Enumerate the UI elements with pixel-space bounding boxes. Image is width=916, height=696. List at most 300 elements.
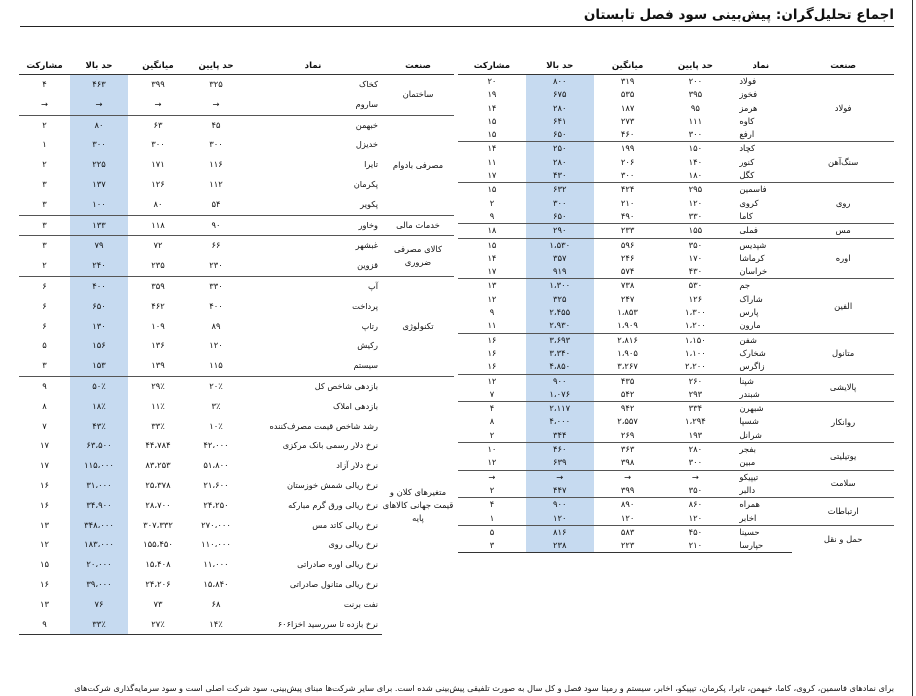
high-cell: ۴۶۳ xyxy=(70,75,128,95)
symbol-cell: آپ xyxy=(244,276,382,296)
avg-cell: ۳۰۰ xyxy=(620,170,635,181)
avg-cell: ۱۷۱ xyxy=(151,159,165,170)
avg-cell: ۲،۵۵۷ xyxy=(617,416,638,427)
count-cell: → xyxy=(40,98,49,109)
avg-cell: ۲۴۷ xyxy=(620,293,635,304)
symbol-cell: نرخ ریالی ورق گرم مبارکه xyxy=(288,499,378,510)
low-cell: ۱۲۰ xyxy=(209,340,223,351)
low-cell: ۳۵۰ xyxy=(688,484,703,495)
table-row xyxy=(458,224,894,238)
header-industry: صنعت xyxy=(792,58,894,75)
high-cell: ۳۹،۰۰۰ xyxy=(70,575,128,595)
avg-cell: ۴۴،۷۸۴ xyxy=(145,440,171,451)
industry-cell: مس xyxy=(792,224,894,238)
symbol-cell: کاما xyxy=(739,210,753,221)
high-cell: ۱۵۳ xyxy=(70,356,128,376)
low-cell: ۳۰۰ xyxy=(688,457,703,468)
table-row xyxy=(458,183,894,197)
avg-cell: ۶۳ xyxy=(128,115,188,135)
header-count: مشارکت xyxy=(19,58,70,75)
high-cell: ۴،۸۵۰ xyxy=(526,360,594,374)
symbol-cell: نرخ ریالی کاتد مس xyxy=(312,519,378,530)
count-cell: ۱۶ xyxy=(40,499,49,510)
symbol-cell: شبندر xyxy=(739,388,760,399)
low-cell: ۳۰۰ xyxy=(688,129,703,140)
low-cell: ۴۵۰ xyxy=(662,525,730,539)
count-cell: ۱۸ xyxy=(458,224,526,238)
symbol-cell: همراه xyxy=(729,498,792,512)
high-cell: ۲،۴۵۵ xyxy=(526,306,594,319)
count-cell: ۲ xyxy=(42,159,47,170)
low-cell: ۳٪ xyxy=(211,400,221,411)
high-cell: ۳،۶۹۳ xyxy=(526,333,594,347)
high-cell: ۱۸۳،۰۰۰ xyxy=(70,535,128,555)
header-low: حد پایین xyxy=(662,58,730,75)
avg-cell: ۲۳۵ xyxy=(151,260,165,271)
count-cell: ۱۱ xyxy=(487,156,497,167)
low-cell: ۱۲۰ xyxy=(688,512,703,523)
count-cell: ۱۵ xyxy=(458,183,526,197)
high-cell: ۲۴۰ xyxy=(70,256,128,276)
avg-cell: ۱۹۹ xyxy=(594,142,662,156)
low-cell: ۱،۱۰۰ xyxy=(685,347,706,358)
symbol-cell: شفن xyxy=(729,333,792,347)
count-cell: ۱۷ xyxy=(40,460,49,471)
count-cell: ۱۲ xyxy=(40,539,49,550)
count-cell: ۶ xyxy=(42,320,47,331)
high-cell: ۴،۰۰۰ xyxy=(526,415,594,428)
high-cell: ۵۰٪ xyxy=(70,376,128,396)
count-cell: ۱ xyxy=(42,139,47,150)
avg-cell: ۵۳۵ xyxy=(620,89,635,100)
low-cell: ۲۱،۶۰۰ xyxy=(203,479,229,490)
header-industry: صنعت xyxy=(382,58,454,75)
high-cell: ۶۵۰ xyxy=(526,128,594,142)
high-cell: ۲۹۰ xyxy=(526,224,594,238)
avg-cell: ۳۹۸ xyxy=(620,457,635,468)
header-avg: میانگین xyxy=(128,58,188,75)
industry-cell: متانول xyxy=(792,333,894,374)
high-cell: ۱،۰۷۶ xyxy=(526,388,594,402)
low-cell: ۱۹۳ xyxy=(688,429,703,440)
count-cell: ۹ xyxy=(19,376,70,396)
count-cell: ۲ xyxy=(489,429,495,440)
count-cell: ۱۲ xyxy=(487,457,497,468)
low-cell: ۲۹۳ xyxy=(688,388,703,399)
count-cell: ۵ xyxy=(458,525,526,539)
high-cell: ۲۰،۰۰۰ xyxy=(70,555,128,575)
avg-cell: ۳۰۷،۳۳۲ xyxy=(143,519,173,530)
symbol-cell: زاگرس xyxy=(739,361,765,372)
avg-cell: ۱،۹۰۵ xyxy=(617,347,638,358)
low-cell: ۲۴،۲۵۰ xyxy=(203,499,229,510)
symbol-cell: تایرا xyxy=(364,159,378,170)
low-cell: ۵۴ xyxy=(211,198,221,209)
count-cell: ۱۶ xyxy=(487,347,497,358)
count-cell: ۱۳ xyxy=(458,279,526,293)
industry-cell: کالای مصرفی ضروری xyxy=(382,236,454,277)
avg-cell: ۲۷۳ xyxy=(620,115,635,126)
low-cell: ۱،۱۵۰ xyxy=(662,333,730,347)
avg-cell: ۲۹٪ xyxy=(128,376,188,396)
count-cell: ۷ xyxy=(489,388,495,399)
low-cell: ۲۳۰ xyxy=(209,260,223,271)
symbol-cell: شرانل xyxy=(739,429,762,440)
industry-cell: روی xyxy=(792,183,894,224)
symbol-cell: شپدیس xyxy=(729,238,792,252)
page-title: اجماع تحلیل‌گران: پیش‌بینی سود فصل تابستان xyxy=(20,4,894,27)
symbol-cell: نفت برنت xyxy=(343,598,378,609)
symbol-cell: حپارسا xyxy=(729,539,792,553)
count-cell: ۴ xyxy=(42,79,47,89)
count-cell: ۲۰ xyxy=(487,76,497,86)
industry-cell: مصرفی بادوام xyxy=(382,115,454,215)
symbol-cell: هرمز xyxy=(739,102,758,113)
high-cell: ۴۴۷ xyxy=(526,484,594,498)
avg-cell: ۹۴۲ xyxy=(594,402,662,416)
low-cell: ۱،۲۰۰ xyxy=(685,320,706,331)
symbol-cell: کاوه xyxy=(739,115,755,126)
high-cell: ۱،۵۳۰ xyxy=(526,238,594,252)
industry-cell: سلامت xyxy=(792,470,894,498)
high-cell: ۲۸۰ xyxy=(526,102,594,115)
high-cell: ۹۰۰ xyxy=(526,374,594,388)
high-cell: ۳۴۸،۰۰۰ xyxy=(70,516,128,536)
count-cell: ۳ xyxy=(42,198,47,209)
low-cell: ۸۶۰ xyxy=(662,498,730,512)
avg-cell: ۴۲۴ xyxy=(594,183,662,197)
high-cell: ۲۸۰ xyxy=(526,156,594,169)
low-cell: ۱،۳۰۰ xyxy=(685,307,706,318)
avg-cell: ۷۳ xyxy=(153,598,163,609)
table-row xyxy=(458,333,894,347)
high-cell: ۴۶۰ xyxy=(526,443,594,457)
symbol-cell: بازدهی املاک xyxy=(333,400,378,411)
low-cell: ۲۶۰ xyxy=(662,374,730,388)
forecast-table-right xyxy=(458,58,894,553)
low-cell: ۳۵۰ xyxy=(662,238,730,252)
header-low: حد پایین xyxy=(188,58,244,75)
symbol-cell: نرخ ریالی شمش خوزستان xyxy=(286,479,378,490)
symbol-cell: فولاد xyxy=(739,76,757,86)
symbol-cell: دالبر xyxy=(739,484,756,495)
symbol-cell: فخوز xyxy=(739,89,758,100)
avg-cell: ۱۵،۴۰۸ xyxy=(145,559,171,570)
count-cell: ۱۳ xyxy=(40,598,49,609)
count-cell: ۱ xyxy=(489,512,495,523)
low-cell: ۱۷۰ xyxy=(688,252,703,263)
low-cell: ۱۰٪ xyxy=(209,420,223,431)
count-cell: ۱۶ xyxy=(487,361,497,372)
high-cell: ۳۴۴ xyxy=(526,429,594,443)
avg-cell: ۳۰۰ xyxy=(151,139,165,150)
avg-cell: ۴۶۰ xyxy=(620,129,635,140)
count-cell: ۱۵ xyxy=(40,559,49,570)
low-cell: ۳۳۰ xyxy=(688,210,703,221)
avg-cell: ۱۱٪ xyxy=(151,400,165,411)
table-row xyxy=(19,215,454,236)
low-cell: ۱۸۰ xyxy=(688,170,703,181)
count-cell: ۱۳ xyxy=(40,519,49,530)
symbol-cell: وخاور xyxy=(244,215,382,236)
header-high: حد بالا xyxy=(70,58,128,75)
left-table-panel xyxy=(19,58,454,635)
avg-cell: ۱۳۶ xyxy=(151,340,165,351)
table-row xyxy=(458,279,894,293)
table-row xyxy=(19,376,454,396)
table-header-row xyxy=(458,58,894,75)
avg-cell: ۸۹۰ xyxy=(594,498,662,512)
high-cell: ۳۲۵ xyxy=(526,293,594,306)
symbol-cell: شاراک xyxy=(739,293,763,304)
low-cell: → xyxy=(662,470,730,484)
symbol-cell: قزوین xyxy=(357,260,378,271)
count-cell: ۱۴ xyxy=(487,252,497,263)
header-high: حد بالا xyxy=(526,58,594,75)
count-cell: ۲ xyxy=(42,260,47,271)
avg-cell: → xyxy=(594,470,662,484)
count-cell: ۶ xyxy=(19,276,70,296)
symbol-cell: شسپا xyxy=(739,416,759,427)
symbol-cell: نرخ دلار رسمی بانک مرکزی xyxy=(282,440,378,451)
industry-cell: فولاد xyxy=(834,102,852,113)
symbol-cell: پکرمان xyxy=(353,178,378,189)
symbol-cell: پرداخت xyxy=(352,300,378,311)
high-cell: ۲،۱۱۷ xyxy=(526,402,594,416)
low-cell: ۳۳۰ xyxy=(188,276,244,296)
count-cell: ۶ xyxy=(42,300,47,311)
low-cell: ۲۷۰،۰۰۰ xyxy=(201,519,231,530)
avg-cell: ۲۸،۷۰۰ xyxy=(145,499,171,510)
symbol-cell: نرخ ریالی متانول صادراتی xyxy=(289,578,378,589)
forecast-table-left xyxy=(19,58,454,635)
table-row xyxy=(458,75,894,89)
low-cell: ۹۰ xyxy=(188,215,244,236)
symbol-cell: مارون xyxy=(739,320,761,331)
avg-cell: ۱۱۸ xyxy=(128,215,188,236)
avg-cell: ۲۴۶ xyxy=(620,252,635,263)
high-cell: ۳۰۰ xyxy=(70,135,128,155)
header-symbol: نماد xyxy=(244,58,382,75)
count-cell: ۲ xyxy=(489,484,495,495)
count-cell: ۱۱ xyxy=(487,320,497,331)
symbol-cell: کرماشا xyxy=(739,252,765,263)
footnote: برای نمادهای فاسمین، کروی، کاما، خبهمن، تایرا، پکرمان، تیپیکو، اخابر، سیستم و رمپنا سود فصل و کل سال به صورت تلفیقی پیش‌بینی شده است. برای سایر شرکت‌ها مبنای پیش‌بینی، سود شرکت اصلی است و سود سرمایه‌گذاری شرکت‌های xyxy=(74,683,894,693)
low-cell: ۱۱۰،۰۰۰ xyxy=(201,539,231,550)
low-cell: ۴۲،۰۰۰ xyxy=(203,440,229,451)
count-cell: ۱۵ xyxy=(487,115,497,126)
high-cell: ۲۲۵ xyxy=(70,155,128,175)
avg-cell: ۳۱۹ xyxy=(620,76,635,86)
low-cell: ۱۵۰ xyxy=(662,142,730,156)
count-cell: ۳ xyxy=(42,360,47,371)
avg-cell: ۱۲۶ xyxy=(151,178,165,189)
symbol-cell: کچاد xyxy=(729,142,792,156)
industry-cell: حمل و نقل xyxy=(792,525,894,553)
count-cell: ۹ xyxy=(489,307,495,318)
count-cell: ۴ xyxy=(458,498,526,512)
high-cell: ۳۰۰ xyxy=(526,197,594,210)
symbol-cell: شخارک xyxy=(739,347,766,358)
avg-cell: ۸۰ xyxy=(153,198,163,209)
avg-cell: ۱۰۹ xyxy=(151,320,165,331)
count-cell: ۲ xyxy=(19,115,70,135)
low-cell: ۵۳۰ xyxy=(662,279,730,293)
low-cell: ۱۲۰ xyxy=(688,197,703,208)
high-cell: ۲،۹۳۰ xyxy=(526,319,594,333)
count-cell: ۹ xyxy=(19,615,70,635)
low-cell: ۲۰۰ xyxy=(688,76,703,86)
industry-cell: ارتباطات xyxy=(792,498,894,526)
count-cell: ۸ xyxy=(489,416,495,427)
count-cell: ۱۲ xyxy=(487,293,497,304)
count-cell: ۱۵ xyxy=(458,238,526,252)
symbol-cell: کگل xyxy=(739,170,755,181)
low-cell: ۱۴٪ xyxy=(188,615,244,635)
avg-cell: ۱۳۹ xyxy=(151,360,165,371)
avg-cell: ۵۸۳ xyxy=(594,525,662,539)
symbol-cell: ساروم xyxy=(355,98,378,109)
low-cell: ۳۰۰ xyxy=(209,139,223,150)
avg-cell: ۲۱۰ xyxy=(620,197,635,208)
high-cell: ۷۹ xyxy=(70,236,128,256)
high-cell: ۶۳۲ xyxy=(526,183,594,197)
low-cell: ۶۶ xyxy=(188,236,244,256)
high-cell: ۱۸٪ xyxy=(70,397,128,417)
symbol-cell: رشد شاخص قیمت مصرف‌کننده xyxy=(269,420,378,431)
page-edge-line xyxy=(912,0,913,696)
high-cell: ۳۵۷ xyxy=(526,252,594,265)
table-row xyxy=(458,238,894,252)
count-cell: ۳ xyxy=(42,178,47,189)
count-cell: ۱۰ xyxy=(458,443,526,457)
avg-cell: ۲۳۳ xyxy=(594,224,662,238)
table-row xyxy=(19,115,454,135)
symbol-cell: نرخ دلار آزاد xyxy=(336,460,378,471)
avg-cell: ۱۸۷ xyxy=(620,102,635,113)
low-cell: ۱۱،۰۰۰ xyxy=(203,559,229,570)
high-cell: → xyxy=(526,470,594,484)
low-cell: ۴۳۰ xyxy=(688,266,703,277)
high-cell: ۴۰۰ xyxy=(70,276,128,296)
symbol-cell: فاسمین xyxy=(729,183,792,197)
table-row xyxy=(458,525,894,539)
avg-cell: ۲۲۳ xyxy=(594,539,662,553)
low-cell: ۵۱،۸۰۰ xyxy=(203,460,229,471)
count-cell: ۲ xyxy=(489,197,495,208)
count-cell: ۱۶ xyxy=(40,578,49,589)
symbol-cell: خدیزل xyxy=(355,139,378,150)
symbol-cell: شپنا xyxy=(729,374,792,388)
low-cell: ۲۹۵ xyxy=(662,183,730,197)
avg-cell: ۱۲۰ xyxy=(620,512,635,523)
table-row xyxy=(458,470,894,484)
low-cell: ۴۰۰ xyxy=(209,300,223,311)
high-cell: ۹۰۰ xyxy=(526,498,594,512)
low-cell: ۲۱۰ xyxy=(662,539,730,553)
low-cell: ۱۱۱ xyxy=(688,115,703,126)
symbol-cell: فملی xyxy=(729,224,792,238)
high-cell: ۱۳۳ xyxy=(70,215,128,236)
high-cell: ۱۱۵،۰۰۰ xyxy=(70,456,128,476)
high-cell: → xyxy=(70,95,128,115)
high-cell: ۱۰۰ xyxy=(70,195,128,215)
symbol-cell: رکیش xyxy=(357,340,378,351)
avg-cell: ۳۹۹ xyxy=(151,79,165,89)
low-cell: ۳۹۵ xyxy=(688,89,703,100)
symbol-cell: نرخ ریالی اوره صادراتی xyxy=(297,559,378,570)
count-cell: ۱۵ xyxy=(487,129,497,140)
low-cell: ۱۵،۸۴۰ xyxy=(203,578,229,589)
count-cell: ۱۶ xyxy=(40,479,49,490)
symbol-cell: کروی xyxy=(739,197,759,208)
low-cell: ۱۲۶ xyxy=(688,293,703,304)
high-cell: ۲۵۰ xyxy=(526,142,594,156)
low-cell: ۱،۲۹۴ xyxy=(685,416,706,427)
count-cell: ۴ xyxy=(458,402,526,416)
high-cell: ۶۴۱ xyxy=(526,115,594,128)
count-cell: ۳ xyxy=(458,539,526,553)
industry-cell: پالایشی xyxy=(792,374,894,402)
count-cell: ۸ xyxy=(42,400,47,411)
high-cell: ۶۵۰ xyxy=(70,297,128,317)
low-cell: ۲۸۰ xyxy=(662,443,730,457)
low-cell: ۱۱۲ xyxy=(209,178,223,189)
high-cell: ۴۳۰ xyxy=(526,169,594,183)
count-cell: ۱۷ xyxy=(40,440,49,451)
avg-cell: ۵۹۶ xyxy=(594,238,662,252)
high-cell: ۲۳۸ xyxy=(526,539,594,553)
header-symbol: نماد xyxy=(729,58,792,75)
low-cell: → xyxy=(212,98,220,109)
avg-cell: ۴۳۵ xyxy=(594,374,662,388)
table-row xyxy=(458,374,894,388)
low-cell: ۸۹ xyxy=(211,320,221,331)
high-cell: ۴۳٪ xyxy=(70,417,128,437)
symbol-cell: بفجر xyxy=(729,443,792,457)
symbol-cell: مبین xyxy=(739,457,756,468)
avg-cell: ۲،۸۱۶ xyxy=(594,333,662,347)
low-cell: ۱۵۵ xyxy=(662,224,730,238)
symbol-cell: جم xyxy=(729,279,792,293)
low-cell: ۶۸ xyxy=(211,598,221,609)
symbol-cell: نرخ ریالی روی xyxy=(328,539,378,550)
avg-cell: ۴۹۰ xyxy=(620,210,635,221)
count-cell: ۵ xyxy=(42,340,47,351)
avg-cell: ۳۳٪ xyxy=(151,420,165,431)
high-cell: ۱۳۷ xyxy=(70,175,128,195)
table-row xyxy=(19,236,454,256)
high-cell: ۱۲۰ xyxy=(526,512,594,526)
count-cell: ۳ xyxy=(19,236,70,256)
avg-cell: ۸۳،۲۵۳ xyxy=(145,460,171,471)
count-cell: → xyxy=(458,470,526,484)
symbol-cell: غبشهر xyxy=(244,236,382,256)
symbol-cell: خراسان xyxy=(739,266,768,277)
count-cell: ۱۹ xyxy=(487,89,497,100)
high-cell: ۷۶ xyxy=(70,595,128,615)
avg-cell: ۳۹۹ xyxy=(620,484,635,495)
count-cell: ۱۶ xyxy=(458,333,526,347)
avg-cell: ۱،۸۵۳ xyxy=(617,307,638,318)
industry-cell: اوره xyxy=(792,238,894,279)
symbol-cell: کخاک xyxy=(358,79,378,89)
avg-cell: ۳۶۳ xyxy=(594,443,662,457)
avg-cell: ۵۴۲ xyxy=(620,388,635,399)
avg-cell: ۲۷٪ xyxy=(128,615,188,635)
high-cell: ۸۰ xyxy=(70,115,128,135)
high-cell: ۳۳٪ xyxy=(70,615,128,635)
